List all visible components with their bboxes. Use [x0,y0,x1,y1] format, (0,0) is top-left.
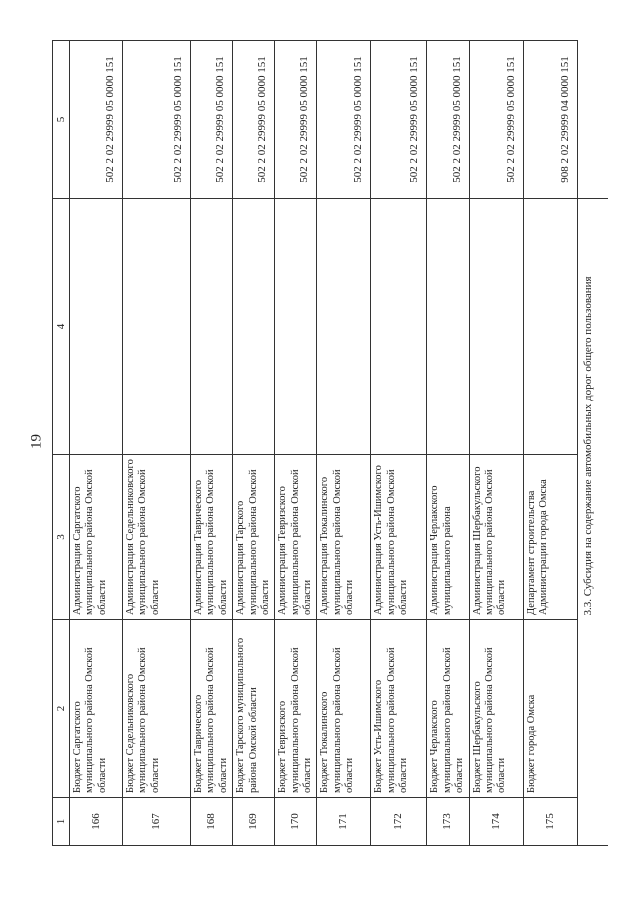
budget-code-cell: 502 2 02 29999 05 0000 151 [469,41,523,199]
document-sheet [52,41,600,846]
row-number: 168 [191,798,233,846]
budget-cell: Бюджет города Омска [523,620,577,798]
empty-cell [275,199,317,455]
table-row [191,41,233,846]
budget-cell: Бюджет Усть-Ишимского муниципального района Омской области [371,620,427,798]
administrator-cell: Администрация Седельниковского муниципального района Омской области [123,455,191,620]
row-number: 172 [371,798,427,846]
header-col-1: 1 [53,798,70,846]
header-col-5: 5 [53,41,70,199]
administrator-cell: Администрация Шербакульского муниципального района Омской области [469,455,523,620]
row-number: 173 [427,798,469,846]
table-row [317,41,371,846]
budget-code-cell: 908 2 02 29999 04 0000 151 [523,41,577,199]
budget-cell: Бюджет Таврического муниципального района Омской области [191,620,233,798]
header-col-3: 3 [53,455,70,620]
budget-code-cell: 502 2 02 29999 05 0000 151 [275,41,317,199]
empty-cell [317,199,371,455]
empty-cell [191,199,233,455]
row-number: 167 [123,798,191,846]
budget-code-cell: 502 2 02 29999 05 0000 151 [191,41,233,199]
budget-cell: Бюджет Шербакульского муниципального района Омской области [469,620,523,798]
empty-cell [469,199,523,455]
budget-code-cell: 502 2 02 29999 05 0000 151 [371,41,427,199]
row-number: 170 [275,798,317,846]
administrator-cell: Администрация Тарского муниципального района Омской области [233,455,275,620]
budget-cell: Бюджет Черлакского муниципального района Омской области [427,620,469,798]
table-row [123,41,191,846]
row-number: 171 [317,798,371,846]
table-row [427,41,469,846]
table-row [70,41,123,846]
administrator-cell: Администрация Саргатского муниципального района Омской области [70,455,123,620]
budget-cell: Бюджет Тарского муниципального района Омской области [233,620,275,798]
budget-code-cell: 502 2 02 29999 05 0000 151 [70,41,123,199]
budget-cell: Бюджет Седельниковского муниципального района Омской области [123,620,191,798]
header-col-4: 4 [53,199,70,455]
table-row [371,41,427,846]
administrator-cell: Администрация Усть-Ишимского муниципального района Омской области [371,455,427,620]
administrator-cell: Администрация Таврического муниципального района Омской области [191,455,233,620]
budget-cell: Бюджет Саргатского муниципального района Омской области [70,620,123,798]
budget-table [52,40,608,846]
row-number: 174 [469,798,523,846]
empty-cell [371,199,427,455]
administrator-cell: Администрация Тевризского муниципального района Омской области [275,455,317,620]
empty-cell [427,199,469,455]
table-row [523,41,577,846]
budget-code-cell: 502 2 02 29999 05 0000 151 [317,41,371,199]
page-number: 19 [28,434,45,449]
budget-cell: Бюджет Тюкалинского муниципального района Омской области [317,620,371,798]
table-row [469,41,523,846]
row-number: 175 [523,798,577,846]
table-header-row [53,41,70,846]
empty-cell [523,199,577,455]
administrator-cell: Департамент строительства Администрации города Омска [523,455,577,620]
empty-cell [233,199,275,455]
row-number: 169 [233,798,275,846]
table-row [275,41,317,846]
section-row [577,41,608,846]
budget-code-cell: 502 2 02 29999 05 0000 151 [427,41,469,199]
administrator-cell: Администрация Черлакского муниципального района [427,455,469,620]
header-col-2: 2 [53,620,70,798]
table-row [233,41,275,846]
section-title: 3.3. Субсидия на содержание автомобильных дорог общего пользования [577,199,608,620]
empty-cell [123,199,191,455]
budget-code-cell: 502 2 02 29999 05 0000 151 [233,41,275,199]
administrator-cell: Администрация Тюкалинского муниципального района Омской области [317,455,371,620]
budget-cell: Бюджет Тевризского муниципального района Омской области [275,620,317,798]
budget-code-cell: 502 2 02 29999 05 0000 151 [123,41,191,199]
row-number: 166 [70,798,123,846]
empty-cell [70,199,123,455]
